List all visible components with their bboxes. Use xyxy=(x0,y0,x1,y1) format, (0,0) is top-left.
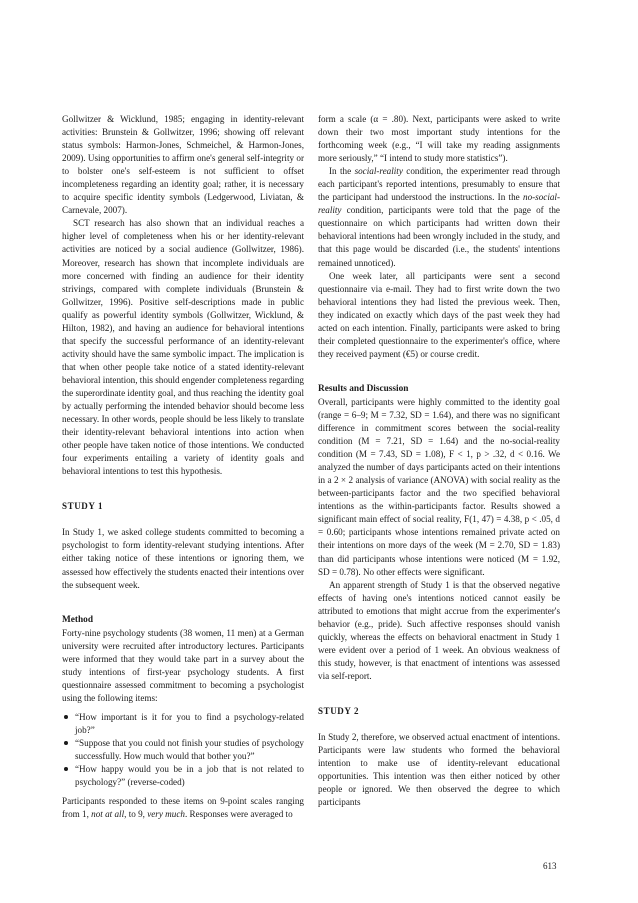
body-paragraph: Gollwitzer & Wicklund, 1985; engaging in identity-relevant activities: Brunstein & Gollwitzer, 1996; showing off relevant status symbols: Harmon-Jones, Schmeichel, & Harmon-Jones, 2009). Using opportunities to affirm one's general self-integrity or to bolster one's self-esteem is not sufficient to offset incompleteness regarding an identity goal; rather, it is necessary to acquire specific identity symbols (Ledgerwood, Liviatan, & Carnevale, 2007). xyxy=(62,114,304,216)
left-column xyxy=(62,113,304,821)
subheading-results-and-discussion: Results and Discussion xyxy=(318,383,409,394)
section-heading-study-2: STUDY 2 xyxy=(318,705,360,716)
body-paragraph: An apparent strength of Study 1 is that the observed negative effects of having one's intentions noticed cannot easily be attributed to emotions that might accrue from the experimenter's behavior (e.g., pride). Such affective responses should vanish quickly, whereas the effects on behavioral enactment in Study 1 were evident over a period of 1 week. An obvious weakness of this study, however, is that enactment of intentions was assessed via self-report. xyxy=(318,579,560,681)
body-paragraph: Forty-nine psychology students (38 women, 11 men) at a German university were recruited after introductory lectures. Participants were informed that they would take part in a survey about the study intentions of first-year psychology students. A first questionnaire assessed commitment to becoming a psychologist using the following items: xyxy=(62,627,304,703)
commitment-items-list xyxy=(62,711,304,789)
body-paragraph: In Study 1, we asked college students committed to becoming a psychologist to form identity-relevant studying intentions. After either taking notice of these intentions or ignoring them, we assessed how effectively the students enacted their intentions over the subsequent week. xyxy=(62,527,304,590)
list-item: “How happy would you be in a job that is not related to psychology?” (reverse-coded) xyxy=(62,763,304,789)
right-column xyxy=(318,113,560,809)
body-paragraph: One week later, all participants were sent a second questionnaire via e-mail. They had to first write down the two behavioral intentions they had listed the previous week. Then, they indicated on exactly which days of the past week they had acted on each intention. Finally, participants were asked to bring their completed questionnaire to the experimenter's office, where they received payment (€5) or course credit. xyxy=(318,270,560,359)
list-item: “Suppose that you could not finish your studies of psychology successfully. How much would that bother you?” xyxy=(62,737,304,763)
bullet-icon xyxy=(64,741,68,745)
list-item: “How important is it for you to find a psychology-related job?” xyxy=(62,711,304,737)
bullet-icon xyxy=(64,715,68,719)
body-paragraph: In Study 2, therefore, we observed actual enactment of intentions. Participants were law students who formed the behavioral intention to make use of identity-relevant educational opportunities. This intention was then either noticed by other people or ignored. We then observed the degree to which participants xyxy=(318,732,560,808)
body-paragraph: In the social-reality condition, the experimenter read through each participant's reported intentions, presumably to ensure that the participant had understood the instructions. In the no-social-reality condition, participants were told that the page of the questionnaire on which participants had written down their behavioral intentions had been wrongly included in the study, and that this page would be discarded (i.e., the students' intentions remained unnoticed). xyxy=(318,166,561,268)
bullet-icon xyxy=(64,767,68,771)
section-heading-study-1: STUDY 1 xyxy=(62,501,104,512)
body-paragraph: SCT research has also shown that an individual reaches a higher level of completeness when his or her identity-relevant activities are noticed by a social audience (Gollwitzer, 1986). Moreover, research has shown that incomplete individuals are more concerned with finding an audience for their identity strivings, compared with complete individuals (Brunstein & Gollwitzer, 1996). Positive self-descriptions made in public qualify as powerful identity symbols (Gollwitzer, Wicklund, & Hilton, 1982), and having an audience for behavioral intentions that specify the successful performance of an identity-relevant activity should have the same symbolic impact. The implication is that when other people take notice of a stated identity-relevant behavioral intention, this should engender completeness regarding the superordinate identity goal, and thus reaching the identity goal by actually performing the intended behavior should become less necessary. In other words, people should be less likely to translate their identity-relevant behavioral intentions into action when other people have taken notice of those intentions. We conducted four experiments entailing a variety of identity goals and behavioral intentions to test this hypothesis. xyxy=(62,218,304,477)
body-paragraph: Overall, participants were highly committed to the identity goal (range = 6–9; M = 7.32, SD = 1.64), and there was no significant difference in commitment scores between the social-reality condition (M = 7.21, SD = 1.64) and the no-social-reality condition (M = 7.43, SD = 1.08), F < 1, p > .32, d < 0.16. We analyzed the number of days participants acted on their intentions in a 2 × 2 analysis of variance (ANOVA) with social reality as the between-participants factor and the two specified behavioral intentions as the within-participants factor. Results showed a significant main effect of social reality, F(1, 47) = 4.38, p < .05, d = 0.60; participants whose intentions remained private acted on their intentions on more days of the week (M = 2.70, SD = 1.83) than did participants whose intentions were noticed (M = 1.92, SD = 0.78). No other effects were significant. xyxy=(318,396,560,577)
body-paragraph: Participants responded to these items on 9-point scales ranging from 1, not at all, to 9, very much. Responses were averaged to xyxy=(62,796,304,820)
page-number: 613 xyxy=(543,861,557,871)
body-paragraph: form a scale (α = .80). Next, participants were asked to write down their two most important study intentions for the forthcoming week (e.g., “I will take my reading assignments more seriously,” “I intend to study more statistics”). xyxy=(318,114,560,164)
subheading-method: Method xyxy=(62,614,93,625)
